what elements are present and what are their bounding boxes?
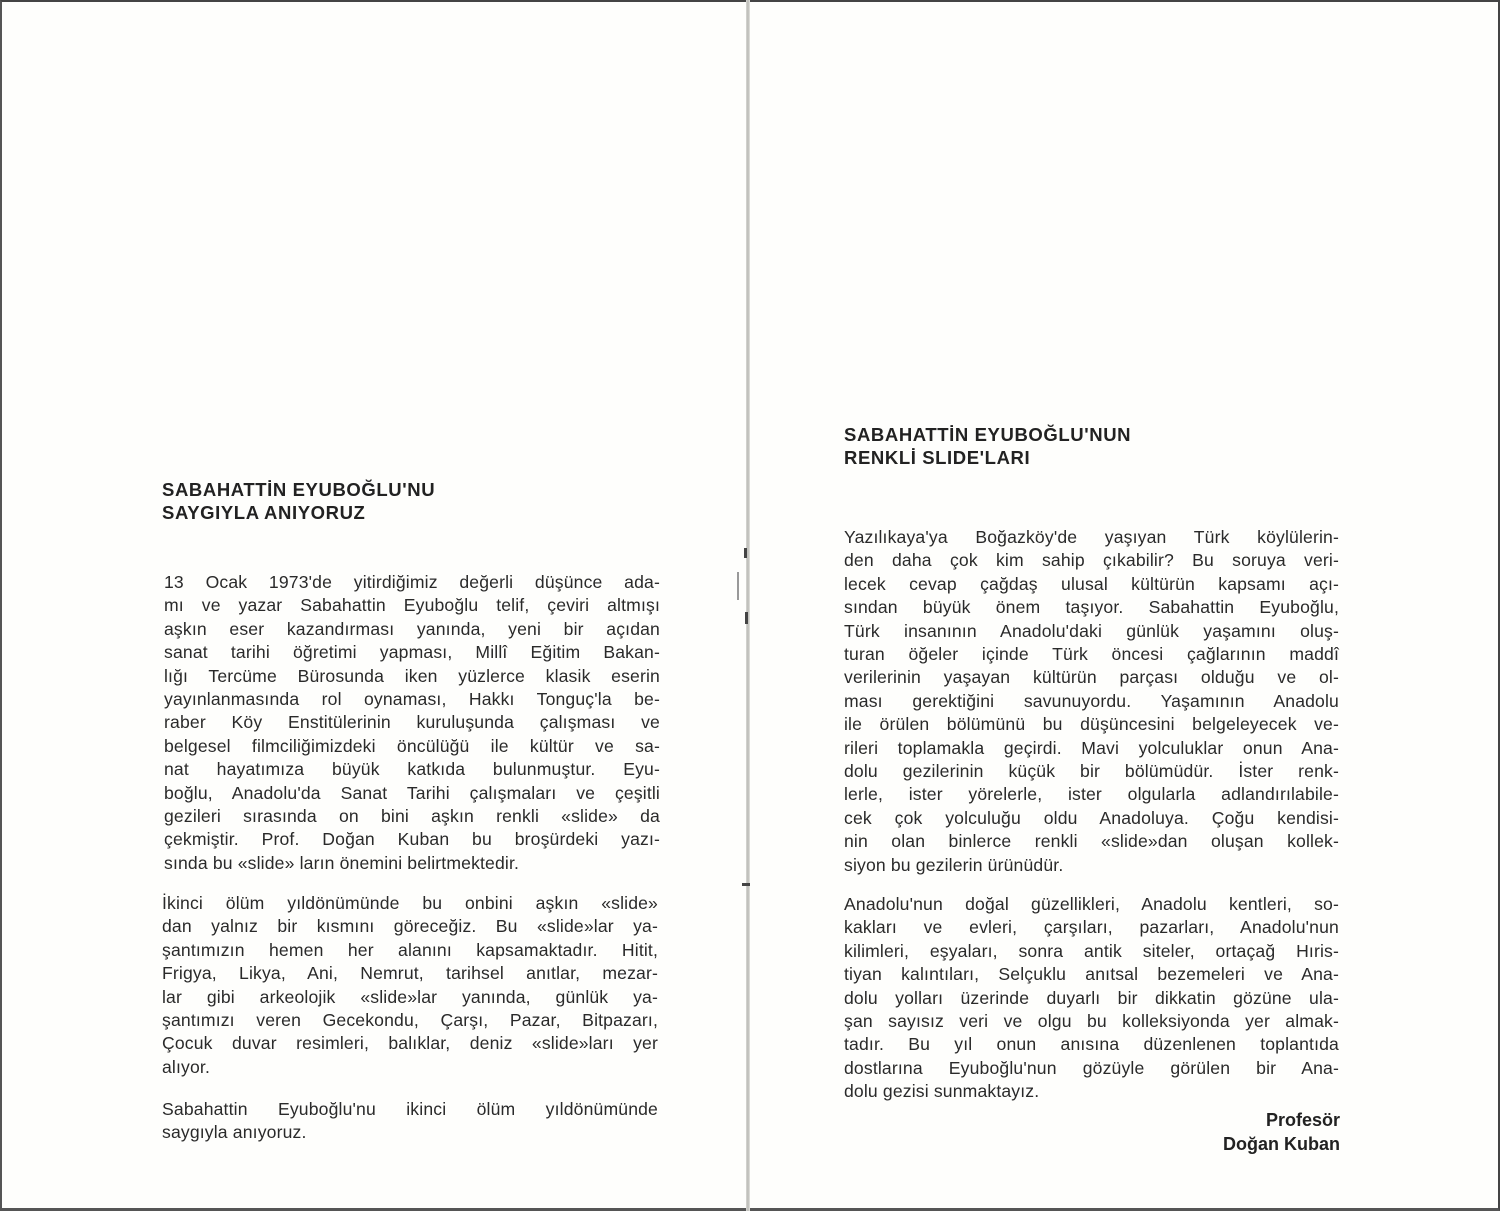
right-paragraph-2 [844,893,1339,1104]
author-name: Doğan Kuban [1223,1134,1340,1154]
text-line: rileri toplamakla geçirdi. Mavi yolculuklar onun Ana- [844,737,1339,758]
left-paragraph-2 [162,892,658,1079]
text-line: dolu gezilerinin küçük bir bölümüdür. İster renk- [844,761,1339,782]
text-line: Frigya, Likya, Ani, Nemrut, tarihsel anıtlar, mezar- [162,963,658,984]
text-line: şan sayısız veri ve olgu bu kolleksiyonda yer almak- [844,1011,1339,1032]
right-heading-line-1: SABAHATTİN EYUBOĞLU'NUN [844,424,1132,445]
text-line: alıyor. [162,1056,210,1077]
text-line: lerle, ister yörelerle, ister olgularla adlandırılabile- [844,784,1339,805]
right-page-heading [844,423,1131,469]
text-line: Yazılıkaya'ya Boğazköy'de yaşıyan Türk köylülerin- [844,527,1339,547]
gutter-mark [744,548,747,558]
text-line: sında bu «slide» ların önemini belirtmektedir. [164,852,520,873]
text-line: gezileri sırasında on bini aşkın renkli «slide» da [164,806,660,827]
text-line: nin olan binlerce renkli «slide»dan oluşan kollek- [844,831,1339,852]
text-line: den daha çok kim sahip çıkabilir? Bu soruya veri- [844,550,1339,571]
text-line: 13 Ocak 1973'de yitirdiğimiz değerli düşünce ada- [164,572,660,592]
text-line: tadır. Bu yıl onun anısına düzenlenen toplantıda [844,1034,1339,1055]
text-line: kilimleri, eşyaları, sonra antik siteler, ortaçağ Hıris- [844,940,1339,961]
text-line: dostlarına Eyuboğlu'nun gözüyle görülen bir Ana- [844,1057,1339,1078]
right-paragraph-1 [844,526,1339,877]
gutter-mark [745,612,748,624]
text-line: sından büyük önem taşıyor. Sabahattin Eyuboğlu, [844,597,1339,618]
text-line: yayınlanmasında rol oynaması, Hakkı Tonguç'la be- [164,689,660,710]
right-heading-line-2: RENKLİ SLIDE'LARI [844,447,1031,468]
text-line: ması gerektiğini savunuyordu. Yaşamının Anadolu [844,690,1339,711]
text-line: Anadolu'nun doğal güzellikleri, Anadolu kentleri, so- [844,894,1339,914]
gutter-mark [742,883,750,886]
text-line: Türk insanının Anadolu'daki günlük yaşamını oluş- [844,620,1339,641]
text-line: dan yalnız bir kısmını göreceğiz. Bu «slide»lar ya- [162,916,658,937]
text-line: belgesel filmciliğimizdeki öncülüğü ile kültür ve sa- [164,735,660,756]
text-line: dolu yolları üzerinde duyarlı bir dikkatin gözüne ula- [844,987,1339,1008]
text-line: mı ve yazar Sabahattin Eyuboğlu telif, çeviri altmışı [164,595,660,616]
left-page [0,0,748,1211]
text-line: çekmiştir. Prof. Doğan Kuban bu broşürdeki yazı- [164,829,660,850]
right-page [750,0,1500,1211]
text-line: Çocuk duvar resimleri, balıklar, deniz «slide»ları yer [162,1033,658,1054]
left-heading-line-2: SAYGIYLA ANIYORUZ [162,502,366,523]
left-page-heading [162,478,435,524]
text-line: kakları ve evleri, çarşıları, pazarları, Anadolu'nun [844,917,1339,938]
text-line: nat hayatımıza büyük katkıda bulunmuştur. Eyu- [164,759,660,780]
text-line: sanat tarihi öğretimi yapması, Millî Eğitim Bakan- [164,642,660,663]
text-line: İkinci ölüm yıldönümünde bu onbini aşkın «slide» [162,893,658,913]
text-line: tiyan kalıntıları, Selçuklu anıtsal bezemeleri ve Ana- [844,964,1339,985]
text-line: dolu gezisi sunmaktayız. [844,1081,1040,1102]
text-line: şantımızı veren Gecekondu, Çarşı, Pazar, Bitpazarı, [162,1010,658,1031]
text-line: verilerinin yaşayan kültürün parçası olduğu ve ol- [844,667,1339,688]
text-line: lar gibi arkeolojik «slide»lar yanında, günlük ya- [162,986,658,1007]
text-line: lecek cevap çağdaş ulusal kültürün kapsamı açı- [844,573,1339,594]
text-line: ile örülen bölümünü bu düşüncesini belgeleyecek ve- [844,714,1339,735]
text-line: raber Köy Enstitülerinin kuruluşunda çalışması ve [164,712,660,733]
text-line: saygıyla anıyoruz. [162,1122,307,1143]
text-line: şantımızın hemen her alanını kapsamaktadır. Hitit, [162,939,658,960]
left-heading-line-1: SABAHATTİN EYUBOĞLU'NU [162,479,436,500]
text-line: aşkın eser kazandırması yanında, yeni bir açıdan [164,618,660,639]
author-title: Profesör [1265,1110,1340,1130]
text-line: cek çok yolculuğu oldu Anadoluya. Çoğu kendisi- [844,807,1339,828]
left-paragraph-1 [164,571,660,875]
text-line: boğlu, Anadolu'da Sanat Tarihi çalışmaları ve çeşitli [164,782,660,803]
text-line: turan öğeler içinde Türk öncesi çağlarının maddî [844,644,1339,665]
text-line: lığı Tercüme Bürosunda iken yüzlerce klasik eserin [164,665,660,686]
author-signature [1223,1108,1340,1156]
gutter-mark [737,572,739,600]
text-line: siyon bu gezilerin ürünüdür. [844,854,1064,875]
text-line: Sabahattin Eyuboğlu'nu ikinci ölüm yıldönümünde [162,1099,658,1119]
left-paragraph-3 [162,1098,658,1145]
